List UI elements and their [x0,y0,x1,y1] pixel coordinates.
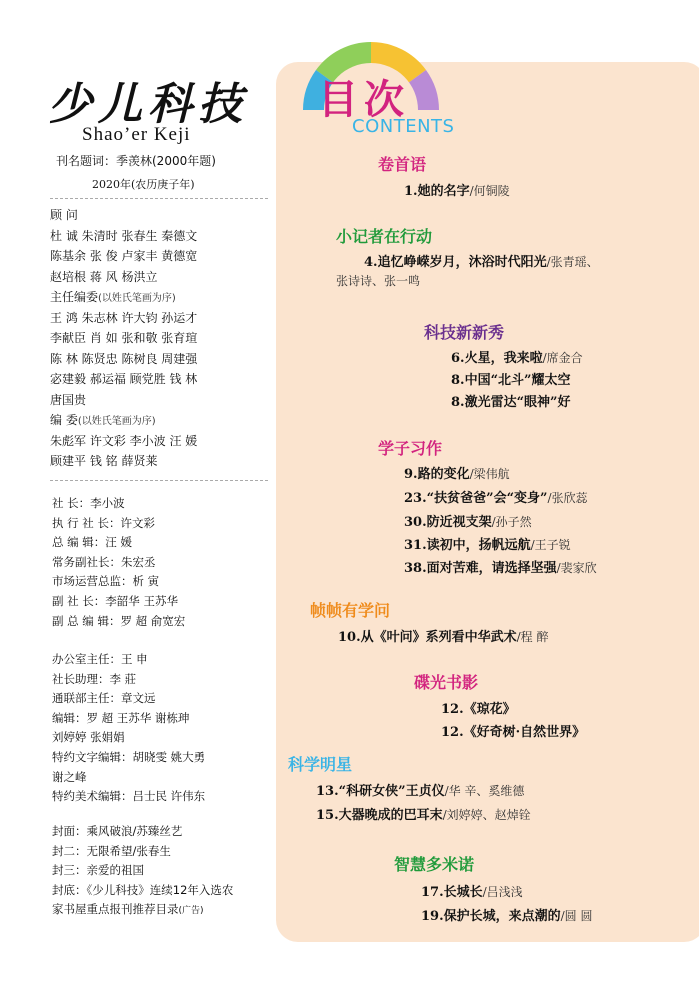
section-heading: 帧帧有学问 [310,601,391,620]
toc-item-link[interactable]: 张诗诗、张一鸣 [336,274,421,288]
cover-row: 封面：乘风破浪/苏臻丝艺 [52,824,183,838]
toc-item-link[interactable]: 30.防近视支架/孙子然 [404,515,532,530]
staff-row: 副 社 长：李韶华 王苏华 [52,593,178,608]
toc-item-link[interactable]: 8.激光雷达“眼神”好 [451,395,571,410]
section-heading: 科技新新秀 [424,323,505,342]
toc-item-link[interactable]: 8.中国“北斗”耀太空 [451,373,571,388]
board-row: 朱彪军 许文彩 李小波 汪 媛 [50,433,198,448]
divider [50,198,268,199]
masthead-column [0,0,280,982]
toc-item-link[interactable]: 4.追忆峥嵘岁月，沐浴时代阳光/张青瑶、 [364,255,599,270]
divider [50,480,268,481]
publication-year: 2020年(农历庚子年) [92,178,195,191]
staff-row: 总 编 辑：汪 媛 [52,535,132,550]
section-heading: 智慧多米诺 [394,855,475,874]
section-heading: 学子习作 [378,439,443,458]
board-row: 王 鸿 朱志林 许大钧 孙运才 [50,310,198,325]
board-row: 编 委(以姓氏笔画为序) [50,413,156,427]
section-heading: 小记者在行动 [336,227,433,246]
staff-row: 刘婷婷 张娟娟 [52,730,125,745]
toc-item-link[interactable]: 38.面对苦难，请选择坚强/裴家欣 [404,561,597,576]
section-heading: 科学明星 [288,755,353,774]
staff-row: 市场运营总监：析 寅 [52,574,160,589]
toc-item-link[interactable]: 12.《琼花》 [441,702,516,717]
toc-item-link[interactable]: 12.《好奇树·自然世界》 [441,725,586,740]
board-row: 宓建毅 郝运福 顾党胜 钱 林 [50,372,198,386]
section-heading: 卷首语 [378,155,427,174]
staff-row: 副 总 编 辑：罗 超 俞宽宏 [52,613,186,628]
staff-row: 通联部主任：章文远 [52,691,156,706]
section-heading: 碟光书影 [414,673,479,692]
staff-row: 执 行 社 长：许文彩 [52,515,155,530]
cover-row: 封三：亲爱的祖国 [52,863,144,878]
contents-label: CONTENTS [352,116,455,137]
board-row: 唐国贵 [50,392,87,407]
magazine-logo: 少儿科技 [48,79,248,130]
cover-credits [52,822,233,922]
toc-item-link[interactable]: 6.火星，我来啦/席金合 [451,351,583,366]
staff-row: 社 长：李小波 [52,496,125,510]
staff-row: 社长助理：李 莊 [52,671,137,686]
staff-row: 特约文字编辑：胡晓雯 姚大勇 [52,749,206,764]
toc-title: 目次 [318,77,410,123]
toc-item-link[interactable]: 31.读初中，扬帆远航/王子锐 [404,538,571,553]
toc-item-link[interactable]: 19.保护长城，来点潮的/圆 圆 [421,909,593,924]
toc-item-link[interactable]: 10.从《叶问》系列看中华武术/程 醉 [338,630,549,645]
toc-item-link[interactable]: 15.大器晚成的巴耳末/刘婷婷、赵焯铨 [316,808,531,823]
board-row: 杜 诚 朱清时 张春生 秦德文 [50,228,198,243]
board-row: 顾建平 钱 铭 薛贤莱 [50,454,158,468]
staff-row: 特约美术编辑：吕士民 许伟东 [52,789,206,804]
staff-row: 谢之峰 [52,769,87,784]
toc-item-link[interactable]: 13.“科研女侠”王贞仪/华 辛、奚维德 [316,784,525,799]
cover-row: 封底：《少儿科技》连续12年入选农 [52,882,234,897]
board-row: 赵培根 蒋 风 杨洪立 [50,269,158,284]
staff-row: 编辑：罗 超 王苏华 谢栋珅 [52,710,190,725]
management-list [52,494,185,631]
staff-row: 常务副社长：朱宏丞 [52,554,156,569]
board-row: 李献臣 肖 如 张和敬 张育瑄 [50,331,198,345]
magazine-pinyin: Shao’er Keji [82,124,191,145]
toc-item-link[interactable]: 23.“扶贫爸爸”会“变身”/张欣蕊 [404,491,588,506]
board-row: 陈基余 张 俊 卢家丰 黄德宽 [50,249,198,263]
toc-item-link[interactable]: 1.她的名字/何铜陵 [404,184,510,199]
staff-row: 办公室主任：王 申 [52,652,148,666]
editors-list [52,650,205,807]
toc-item-link[interactable]: 9.路的变化/梁伟航 [404,467,510,482]
board-row: 陈 林 陈贤忠 陈树良 周建强 [50,351,198,366]
editorial-board [50,206,197,473]
board-row: 主任编委(以姓氏笔画为序) [50,290,176,304]
board-row: 顾 问 [50,208,78,222]
cover-row: 家书屋重点报刊推荐目录(广告) [52,902,204,917]
cover-row: 封二：无限希望/张春生 [52,843,171,858]
title-inscription: 刊名题词：季羡林(2000年题) [56,154,216,168]
toc-item-link[interactable]: 17.长城长/吕浅浅 [421,885,523,900]
